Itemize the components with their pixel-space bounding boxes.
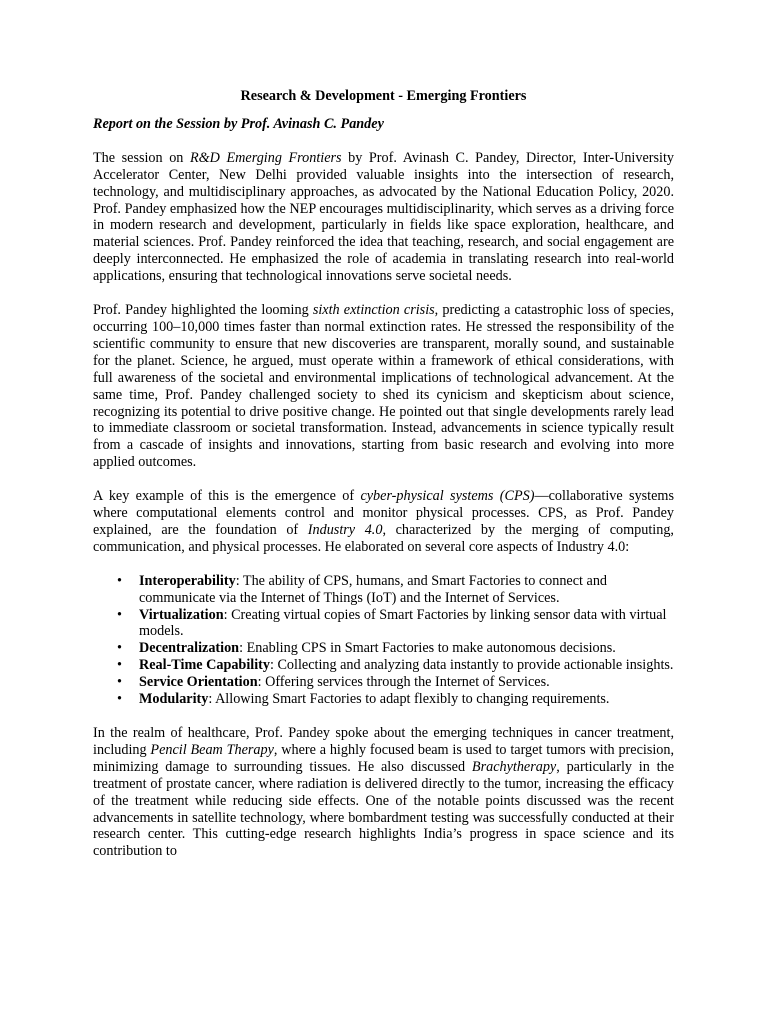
list-item: • Real-Time Capability: Collecting and analyzing data instantly to provide actionable insights. (139, 657, 674, 674)
list-item: • Service Orientation: Offering services through the Internet of Services. (139, 674, 674, 691)
document-subtitle: Report on the Session by Prof. Avinash C. Pandey (93, 115, 384, 132)
list-item: • Virtualization: Creating virtual copies of Smart Factories by linking sensor data with virtual models. (139, 607, 674, 641)
document-body (93, 88, 674, 877)
paragraph-cps-industry: A key example of this is the emergence of cyber-physical systems (CPS)—collaborative systems where computational elements control and monitor physical processes. CPS, as Prof. Pandey explained, are the foundation of Industry 4.0, characterized by the merging of computing, communication, and physical processes. He elaborated on several core aspects of Industry 4.0: (93, 488, 674, 555)
paragraph-healthcare: In the realm of healthcare, Prof. Pandey spoke about the emerging techniques in cancer treatment, including Pencil Beam Therapy, where a highly focused beam is used to target tumors with precision, minimizing damage to surrounding tissues. He also discussed Brachytherapy, particularly in the treatment of prostate cancer, where radiation is delivered directly to the tumor, increasing the efficacy of the treatment while reducing side effects. One of the notable points discussed was the recent advancements in satellite technology, where bombardment testing was successfully conducted at their research center. This cutting-edge research highlights India’s progress in space science and its contribution to (93, 725, 675, 860)
paragraph-session-overview: The session on R&D Emerging Frontiers by Prof. Avinash C. Pandey, Director, Inter-University Accelerator Center, New Delhi provided valuable insights into the intersection of research, technology, and multidisciplinary approaches, as advocated by the National Education Policy, 2020. Prof. Pandey emphasized how the NEP encourages multidisciplinarity, which serves as a driving force in modern research and development, particularly in fields like space exploration, healthcare, and material sciences. Prof. Pandey reinforced the idea that teaching, research, and social engagement are deeply interconnected. He emphasized the role of academia in translating research into real-world applications, ensuring that technological innovations serve societal needs. (93, 149, 674, 285)
industry-aspects-list (93, 573, 674, 708)
list-item: • Interoperability: The ability of CPS, humans, and Smart Factories to connect and communicate via the Internet of Things (IoT) and the Internet of Services. (139, 573, 674, 607)
paragraph-extinction-crisis: Prof. Pandey highlighted the looming sixth extinction crisis, predicting a catastrophic loss of species, occurring 100–10,000 times faster than normal extinction rates. He stressed the responsibility of the scientific community to ensure that new discoveries are transparent, morally sound, and sustainable for the planet. Science, he argued, must operate within a framework of ethical considerations, with full awareness of the societal and environmental implications of technological advancement. At the same time, Prof. Pandey challenged society to shed its cynicism and skepticism about science, recognizing its potential to drive positive change. He pointed out that single developments rarely lead to immediate classroom or societal transformation. Instead, advancements in science typically result from a cascade of insights and innovations, starting from basic research and evolving into more applied outcomes. (93, 302, 674, 471)
list-item: • Decentralization: Enabling CPS in Smart Factories to make autonomous decisions. (139, 640, 674, 657)
list-item: • Modularity: Allowing Smart Factories to adapt flexibly to changing requirements. (139, 691, 674, 708)
document-title: Research & Development - Emerging Frontiers (240, 88, 527, 104)
